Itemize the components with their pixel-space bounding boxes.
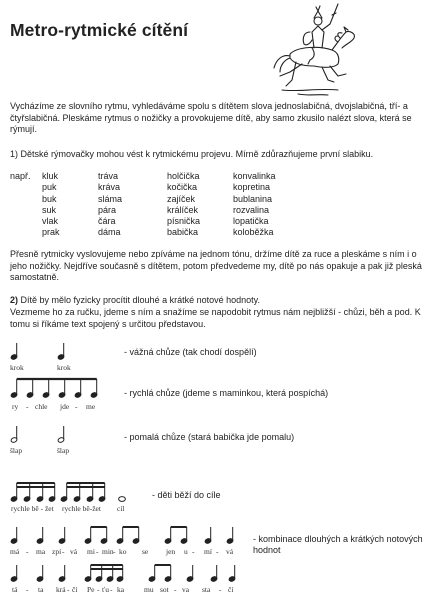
rhythm-caption: - děti běží do cíle [152, 490, 221, 500]
rhythm-row [0, 480, 441, 516]
rhythm-row [0, 422, 441, 460]
knight-illustration [268, 2, 368, 98]
word-column-2 [98, 171, 122, 239]
syllable: - [113, 547, 116, 556]
syllable: jen [166, 547, 176, 556]
syllable: - [216, 547, 219, 556]
whole-note [119, 497, 126, 502]
word-column-4 [233, 171, 276, 239]
word: dáma [98, 227, 121, 238]
syllable: ry [12, 402, 19, 411]
syllable: - [96, 547, 99, 556]
syllable: - [26, 585, 29, 594]
syllable: šlap [10, 446, 23, 455]
syllable: čí [72, 585, 78, 594]
syllable: - [26, 547, 29, 556]
syllable: rychle bě-žet [62, 504, 101, 513]
example-prefix: např. [10, 171, 31, 181]
rhythm-row [0, 560, 441, 600]
syllable: Pe [87, 585, 95, 594]
syllable: se [142, 547, 149, 556]
word: králíček [167, 204, 199, 215]
word: prak [42, 227, 60, 238]
rhythm-notation [0, 340, 441, 376]
syllable: min [102, 547, 114, 556]
word-column-3 [167, 171, 200, 239]
syllable: ťu [102, 585, 109, 594]
syllable: ma [36, 547, 46, 556]
syllable: - [75, 402, 78, 411]
syllable: tá [12, 585, 18, 594]
word: suk [42, 204, 57, 215]
syllable: mi [87, 547, 95, 556]
syllable: - [62, 547, 65, 556]
syllable: zpí [52, 547, 62, 556]
syllable: va [182, 585, 190, 594]
word: písnička [167, 216, 201, 227]
syllable: rychle bě - žet [11, 504, 54, 513]
syllable: me [86, 402, 96, 411]
word: konvalinka [233, 171, 276, 181]
syllable: ka [117, 585, 125, 594]
word: sláma [98, 193, 123, 204]
word: babička [167, 227, 199, 238]
word: čára [98, 216, 116, 227]
point-2-number: 2) [10, 295, 19, 305]
word: holčička [167, 171, 200, 181]
intro-paragraph: Vycházíme ze slovního rytmu, vyhledáváme spolu s dítětem slova jednoslabičná, dvojslabičná, tří- a čtyřslabičná. Pleskáme rytmus o nožičky a provokujeme dítě, aby samo zkusilo nalézt slova, která se rýmují. [10, 101, 412, 134]
syllable: - [26, 402, 29, 411]
rhythm-caption: - kombinace dlouhých a krátkých notových hodnot [253, 534, 423, 555]
word: puk [42, 182, 57, 193]
syllable: - [97, 585, 100, 594]
clapping-paragraph: Přesně rytmicky vyslovujeme nebo zpíváme na jednom tónu, držíme dítě za ruce a pleskáme s ním i o jeho nožičky. Nejdříve současně s dítětem, potom předvedeme my, dítě po nás opakuje a pak již pleská samostatně. [10, 249, 422, 282]
syllable: sot [160, 585, 169, 594]
word: koloběžka [233, 227, 274, 238]
word: vlak [42, 216, 59, 227]
syllable: šlap [57, 446, 70, 455]
syllable: - [219, 585, 222, 594]
page-title: Metro-rytmické cítění [10, 20, 189, 40]
word: pára [98, 204, 117, 215]
syllable: u [184, 547, 188, 556]
syllable: cíl [117, 504, 125, 513]
syllable: vá [226, 547, 234, 556]
word: zajíček [167, 193, 196, 204]
word: tráva [98, 171, 119, 181]
word: bublanina [233, 193, 273, 204]
word: lopatička [233, 216, 269, 227]
rhythm-caption: - pomalá chůze (stará babička jde pomalu) [124, 432, 295, 442]
word: kočička [167, 182, 198, 193]
syllable: ta [38, 585, 44, 594]
rhythm-caption: - vážná chůze (tak chodí dospělí) [124, 347, 257, 357]
syllable: krá [56, 585, 66, 594]
point-2-text: Dítě by mělo fyzicky procítit dlouhé a krátké notové hodnoty. [18, 295, 260, 305]
syllable: vá [70, 547, 78, 556]
point-1: 1) Dětské rýmovačky mohou vést k rytmickému projevu. Mírně zdůrazňujeme první slabiku. [10, 149, 374, 159]
syllable: ko [119, 547, 127, 556]
word-column-1 [42, 171, 60, 239]
syllable: - [192, 547, 195, 556]
walking-paragraph: Vezmeme ho za ručku, jdeme s ním a snažíme se napodobit rytmus nám nejbližší - chůzi, běh a pod. K tomu si říkáme text spojený s určitou představou. [10, 307, 421, 329]
point-2 [10, 295, 435, 307]
syllable: chle [35, 402, 48, 411]
rhythm-caption: - rychlá chůze (jdeme s maminkou, která pospíchá) [124, 388, 329, 398]
syllable: mu [144, 585, 154, 594]
word: kráva [98, 182, 121, 193]
syllable: mí [204, 547, 212, 556]
syllable: - [174, 585, 177, 594]
word: kluk [42, 171, 59, 181]
rhythm-row [0, 376, 441, 416]
word-examples [0, 171, 441, 241]
word: buk [42, 193, 57, 204]
syllable: má [10, 547, 20, 556]
rhythm-row [0, 522, 441, 558]
word: rozvalina [233, 204, 270, 215]
syllable: čí [228, 585, 234, 594]
syllable: jde [60, 402, 70, 411]
syllable: - [110, 585, 113, 594]
syllable: krok [10, 363, 24, 372]
rhythm-row [0, 340, 441, 376]
syllable: sta [202, 585, 211, 594]
syllable: - [67, 585, 70, 594]
word: kopretina [233, 182, 271, 193]
rhythm-notation [0, 560, 441, 600]
syllable: krok [57, 363, 71, 372]
